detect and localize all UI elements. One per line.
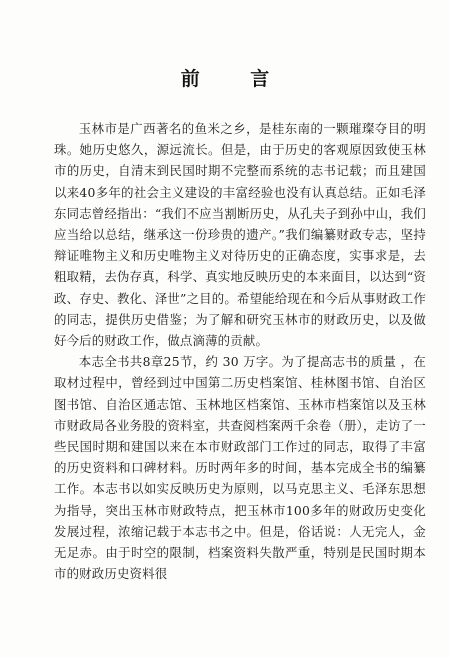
paragraph-1: 玉林市是广西著名的鱼米之乡，是桂东南的一颗璀璨夺目的明珠。她历史悠久，源远流长。但是，由于历史的客观原因致使玉林市的历史，自清末到民国时期不完整而系统的志书记载；而且建国以来40多年的社会主义建设的丰富经验也没有认真总结。正如毛泽东同志曾经指出：“我们不应当割断历史，从孔夫子到孙中山，我们应当给以总结，继承这一份珍贵的遗产。”我们编纂财政专志，坚持辩证唯物主义和历史唯物主义对待历史的正确态度，实事求是，去粗取精，去伪存真，科学、真实地反映历史的本来面目，以达到“资政、存史、教化、泽世”之目的。希望能给现在和今后从事财政工作的同志，提供历史借鉴；为了解和研究玉林市的财政历史，以及做好今后的财政工作，做点滴薄的贡献。 <box>54 121 426 349</box>
page-title: 前 言 <box>180 68 292 90</box>
paragraph-2: 本志全书共8章25节，约 30 万字。为了提高志书的质量 ，在取材过程中，曾经到过中国第二历史档案馆、桂林图书馆、自治区图书馆、自治区通志馆、玉林地区档案馆、玉林市档案馆以及玉林市财政局各业务股的资料室，共查阅档案两千余卷（册），走访了一些民国时期和建国以来在本市财政部门工作过的同志，取得了丰富的历史资料和口碑材料。历时两年多的时间，基本完成全书的编纂工作。本志书以如实反映历史为原则，以马克思主义、毛泽东思想为指导，突出玉林市财政特点，把玉林市100多年的财政历史变化发展过程，浓缩记载于本志书之中。但是，俗话说：人无完人，金无足赤。由于时空的限制，档案资料失散严重，特别是民国时期本市的财政历史资料很 <box>54 354 426 582</box>
body-text <box>54 118 426 584</box>
